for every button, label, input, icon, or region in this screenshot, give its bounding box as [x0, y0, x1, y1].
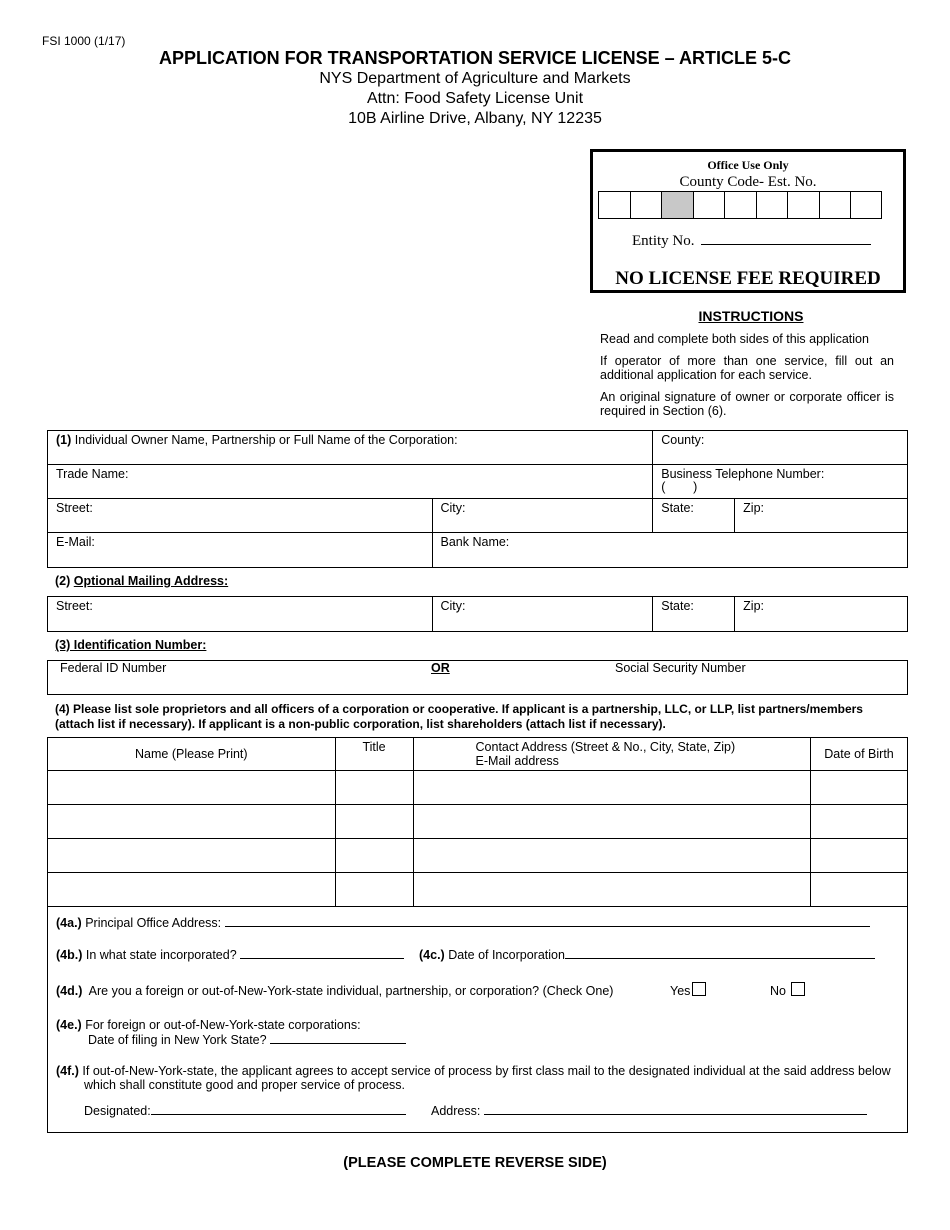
section2-table [47, 596, 908, 632]
street-label: Street: [56, 599, 93, 613]
code-cell-shaded [661, 192, 693, 218]
mailing-address: 10B Airline Drive, Albany, NY 12235 [348, 110, 602, 127]
contact-cell[interactable] [413, 771, 811, 805]
date-incorporation-label: Date of Incorporation [448, 948, 565, 962]
state-incorporated-row [56, 947, 404, 962]
city-label: City: [440, 599, 466, 613]
name-cell[interactable] [48, 805, 336, 839]
item-4c-number: (4c.) [419, 948, 445, 962]
mailing-city-field[interactable] [432, 597, 653, 632]
office-use-label: Office Use Only [707, 158, 789, 172]
phone-field[interactable] [653, 465, 908, 499]
foreign-question-label: Are you a foreign or out-of-New-York-state individual, partnership, or corporation? (Check One) [88, 984, 614, 998]
code-cell[interactable] [598, 192, 630, 218]
section1-table [47, 430, 908, 568]
owner-name-label: Individual Owner Name, Partnership or Full Name of the Corporation: [74, 433, 458, 447]
foreign-corp-label: For foreign or out-of-New-York-state corporations: [85, 1018, 361, 1032]
email-label: E-Mail: [56, 535, 95, 549]
zip-field[interactable] [735, 499, 908, 533]
item-4d-number: (4d.) [56, 984, 83, 998]
table-row [48, 805, 908, 839]
section2-heading [55, 574, 228, 588]
entity-label: Entity No. [632, 233, 695, 249]
or-label: OR [431, 661, 450, 675]
dob-cell[interactable] [811, 873, 908, 907]
trade-name-field[interactable] [48, 465, 653, 499]
table-row [48, 873, 908, 907]
code-cell[interactable] [756, 192, 788, 218]
form-title: APPLICATION FOR TRANSPORTATION SERVICE LICENSE – ARTICLE 5-C [158, 48, 792, 68]
form-code: FSI 1000 (1/17) [42, 34, 126, 48]
col-header-title: Title [335, 738, 413, 771]
code-cell[interactable] [724, 192, 756, 218]
instruction-item: If operator of more than one service, fill out an additional application for each service. [600, 354, 894, 382]
col-header-dob: Date of Birth [811, 738, 908, 771]
code-cell[interactable] [850, 192, 882, 218]
address-row [431, 1103, 867, 1118]
col-header-contact [413, 738, 811, 771]
section2-title: Optional Mailing Address: [73, 574, 229, 588]
principal-office-row [56, 915, 870, 930]
filing-date-row [88, 1032, 406, 1047]
state-field[interactable] [653, 499, 735, 533]
identification-field[interactable] [47, 660, 908, 695]
contact-cell[interactable] [413, 873, 811, 907]
principal-office-field[interactable] [225, 915, 870, 927]
state-incorporated-field[interactable] [240, 947, 404, 959]
attention-line: Attn: Food Safety License Unit [366, 90, 584, 107]
name-cell[interactable] [48, 873, 336, 907]
bank-name-field[interactable] [432, 533, 908, 568]
ssn-label: Social Security Number [615, 661, 746, 675]
item-4f-number: (4f.) [56, 1064, 79, 1078]
no-option [770, 982, 805, 998]
col-header-name: Name (Please Print) [48, 738, 336, 771]
trade-name-label: Trade Name: [56, 467, 129, 481]
county-code-label: County Code- Est. No. [679, 174, 817, 190]
title-cell[interactable] [335, 771, 413, 805]
zip-label: Zip: [743, 501, 765, 515]
code-cell[interactable] [693, 192, 725, 218]
no-label: No [770, 984, 786, 998]
federal-id-label: Federal ID Number [60, 661, 167, 675]
filing-date-label: Date of filing in New York State? [88, 1033, 267, 1047]
service-process-row [56, 1064, 891, 1078]
city-field[interactable] [432, 499, 653, 533]
mailing-zip-field[interactable] [735, 597, 908, 632]
department-name: NYS Department of Agriculture and Markets [319, 70, 631, 87]
designated-row [84, 1103, 406, 1118]
officers-table [47, 737, 908, 907]
instructions-title: INSTRUCTIONS [698, 308, 804, 324]
dob-cell[interactable] [811, 771, 908, 805]
code-cell[interactable] [819, 192, 851, 218]
item-4e-number: (4e.) [56, 1018, 82, 1032]
service-process-label: If out-of-New-York-state, the applicant agrees to accept service of process by first class mail to the designated individual at the said address below [82, 1064, 891, 1078]
phone-label: Business Telephone Number: [661, 467, 825, 481]
dob-cell[interactable] [811, 805, 908, 839]
section3-heading: (3) Identification Number: [55, 638, 207, 652]
contact-cell[interactable] [413, 805, 811, 839]
foreign-question-row [56, 984, 613, 998]
address-field[interactable] [484, 1103, 867, 1115]
principal-office-label: Principal Office Address: [85, 916, 222, 930]
section1-number: (1) [56, 433, 72, 447]
contact-cell[interactable] [413, 839, 811, 873]
office-use-box [590, 149, 906, 293]
yes-checkbox[interactable] [692, 982, 706, 996]
filing-date-field[interactable] [270, 1032, 406, 1044]
section2-number: (2) [55, 574, 71, 588]
no-checkbox[interactable] [791, 982, 805, 996]
contact-header-line1: Contact Address (Street & No., City, State, Zip) [475, 740, 736, 754]
mailing-state-field[interactable] [653, 597, 735, 632]
phone-area-code: ( ) [661, 480, 698, 494]
street-label: Street: [56, 501, 93, 515]
county-field[interactable] [653, 431, 908, 465]
yes-label: Yes [670, 984, 691, 998]
service-process-continued: which shall constitute good and proper service of process. [84, 1078, 406, 1092]
title-cell[interactable] [335, 839, 413, 873]
designated-field[interactable] [151, 1103, 406, 1115]
entity-field[interactable] [701, 232, 871, 245]
date-incorporation-field[interactable] [565, 947, 875, 959]
title-cell[interactable] [335, 805, 413, 839]
reverse-side-notice: (PLEASE COMPLETE REVERSE SIDE) [343, 1155, 607, 1171]
entity-row [632, 232, 871, 250]
section4-details-box [47, 904, 908, 1133]
name-cell[interactable] [48, 839, 336, 873]
yes-option [670, 982, 706, 998]
section4-instructions: (4) Please list sole proprietors and all officers of a corporation or cooperative. If applicant is a partnership, LLC, or LLP, list partners/members (attach list if necessary). If applicant is a non-public corporation, list shareholders (attach list if necessary). [55, 702, 863, 731]
instruction-item: Read and complete both sides of this application [600, 332, 869, 346]
date-incorporation-row [419, 947, 875, 962]
item-4a-number: (4a.) [56, 916, 82, 930]
state-label: State: [661, 501, 694, 515]
dob-cell[interactable] [811, 839, 908, 873]
no-fee-notice: NO LICENSE FEE REQUIRED [615, 268, 881, 289]
code-cell[interactable] [787, 192, 819, 218]
contact-header-line2: E-Mail address [475, 754, 559, 768]
table-row [48, 771, 908, 805]
name-cell[interactable] [48, 771, 336, 805]
owner-name-field[interactable] [48, 431, 653, 465]
title-cell[interactable] [335, 873, 413, 907]
address-label: Address: [431, 1104, 481, 1118]
email-field[interactable] [48, 533, 433, 568]
foreign-corp-row [56, 1018, 361, 1032]
street-field[interactable] [48, 499, 433, 533]
code-cell[interactable] [630, 192, 662, 218]
county-code-cells [598, 191, 882, 219]
mailing-street-field[interactable] [48, 597, 433, 632]
table-row [48, 839, 908, 873]
city-label: City: [440, 501, 466, 515]
instruction-item: An original signature of owner or corporate officer is required in Section (6). [600, 390, 894, 418]
county-label: County: [661, 433, 705, 447]
designated-label: Designated: [84, 1104, 151, 1118]
state-incorporated-label: In what state incorporated? [85, 948, 237, 962]
state-label: State: [661, 599, 694, 613]
bank-name-label: Bank Name: [440, 535, 510, 549]
item-4b-number: (4b.) [56, 948, 83, 962]
zip-label: Zip: [743, 599, 765, 613]
